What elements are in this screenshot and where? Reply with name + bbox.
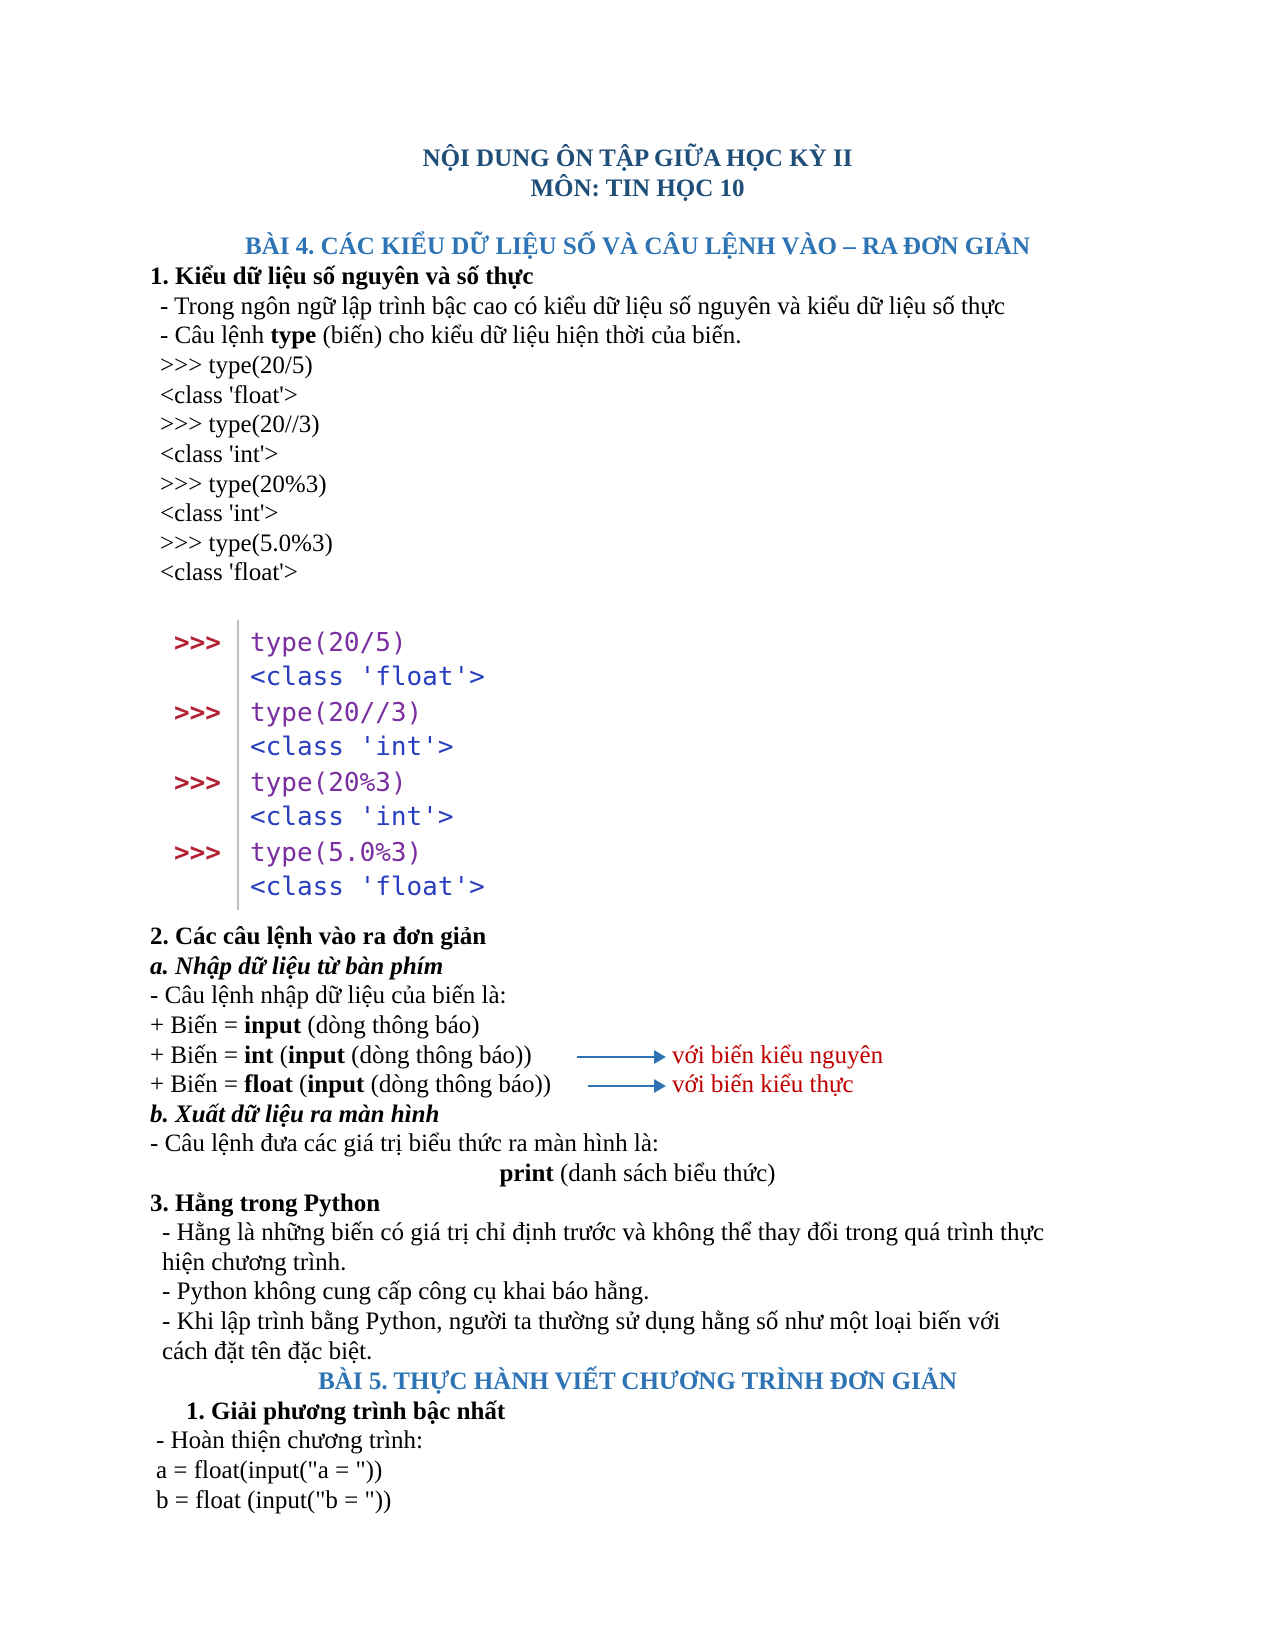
shell-prompt: >>> [174,768,221,798]
example-line: <class 'float'> [160,559,298,586]
input-syntax-line: + Biến = input (dòng thông báo) [150,1012,480,1039]
shell-prompt: >>> [174,698,221,728]
shell-code: type(20/5) [250,628,407,658]
int-note: với biến kiểu nguyên [672,1042,884,1069]
lesson5-intro: - Hoàn thiện chương trình: [156,1427,423,1454]
float-input-syntax-line: + Biến = float (input (dòng thông báo)) [150,1071,552,1098]
python-shell-screenshot [170,620,520,910]
section2-heading: 2. Các câu lệnh vào ra đơn giản [150,923,487,950]
section3-line3-cont: cách đặt tên đặc biệt. [162,1338,373,1365]
example-line: >>> type(20%3) [160,471,327,498]
shell-output: <class 'int'> [250,732,454,762]
section3-line3: - Khi lập trình bằng Python, người ta thường sử dụng hằng số như một loại biến với [162,1308,1001,1335]
section1-heading: 1. Kiểu dữ liệu số nguyên và số thực [150,263,534,290]
arrow-right-icon [588,1085,664,1087]
lesson5-section1-heading: 1. Giải phương trình bậc nhất [186,1398,506,1425]
arrow-right-icon [577,1056,664,1058]
shell-output: <class 'int'> [250,802,454,832]
int-input-syntax-line: + Biến = int (input (dòng thông báo)) [150,1042,532,1069]
section2b-heading: b. Xuất dữ liệu ra màn hình [150,1101,440,1128]
float-note: với biến kiểu thực [672,1071,854,1098]
print-syntax-line: print (danh sách biểu thức) [499,1160,776,1187]
section3-heading: 3. Hằng trong Python [150,1190,381,1217]
example-line: >>> type(20//3) [160,411,320,438]
lesson5-heading: BÀI 5. THỰC HÀNH VIẾT CHƯƠNG TRÌNH ĐƠN GIẢN [318,1368,957,1395]
document-subtitle: MÔN: TIN HỌC 10 [530,175,745,202]
shell-gutter-divider [237,620,239,910]
document-title: NỘI DUNG ÔN TẬP GIỮA HỌC KỲ II [422,145,853,172]
shell-output: <class 'float'> [250,662,485,692]
example-line: <class 'int'> [160,500,279,527]
section1-line1: - Trong ngôn ngữ lập trình bậc cao có kiểu dữ liệu số nguyên và kiểu dữ liệu số thực [160,293,1006,320]
example-line: <class 'int'> [160,441,279,468]
code-line: b = float (input("b = ")) [156,1487,392,1514]
shell-prompt: >>> [174,838,221,868]
section3-line1: - Hằng là những biến có giá trị chỉ định trước và không thể thay đổi trong quá trình thực [162,1219,1045,1246]
section2a-heading: a. Nhập dữ liệu từ bàn phím [150,953,444,980]
code-line: a = float(input("a = ")) [156,1457,383,1484]
example-line: >>> type(20/5) [160,352,313,379]
shell-output: <class 'float'> [250,872,485,902]
lesson4-heading: BÀI 4. CÁC KIỂU DỮ LIỆU SỐ VÀ CÂU LỆNH VÀO – RA ĐƠN GIẢN [244,233,1031,260]
shell-code: type(5.0%3) [250,838,423,868]
section3-line2: - Python không cung cấp công cụ khai báo hằng. [162,1278,650,1305]
shell-prompt: >>> [174,628,221,658]
section3-line1-cont: hiện chương trình. [162,1249,347,1276]
shell-code: type(20//3) [250,698,423,728]
example-line: <class 'float'> [160,382,298,409]
shell-code: type(20%3) [250,768,407,798]
section2a-intro: - Câu lệnh nhập dữ liệu của biến là: [150,982,507,1009]
example-line: >>> type(5.0%3) [160,530,333,557]
section2b-intro: - Câu lệnh đưa các giá trị biểu thức ra màn hình là: [150,1130,659,1157]
section1-line2: - Câu lệnh type (biến) cho kiểu dữ liệu hiện thời của biến. [160,322,742,349]
